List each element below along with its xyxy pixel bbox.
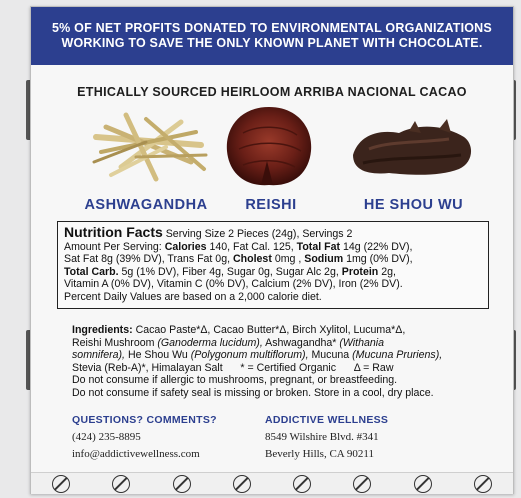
total-carb-value: 5g (1% DV), Fiber 4g, Sugar 0g, Sugar Alc 2g, xyxy=(121,265,339,278)
free-from-icons-row xyxy=(31,472,513,494)
ingredients-mucuna-latin: (Mucuna Pruriens), xyxy=(352,349,443,362)
cholest-value: 0mg , xyxy=(274,253,302,266)
ingredients-he-shou-wu: He Shou Wu xyxy=(127,349,188,362)
ingredients-block xyxy=(72,324,502,400)
package-back-panel xyxy=(30,6,514,494)
company-name: ADDICTIVE WELLNESS xyxy=(265,414,389,426)
he-shou-wu-root-image xyxy=(349,115,477,181)
ingredients-ashwagandha: Ashwagandha* xyxy=(265,336,337,349)
calories-label: Calories xyxy=(164,240,207,253)
contact-email: info@addictivewellness.com xyxy=(72,448,200,460)
warning-allergy: Do not consume if allergic to mushrooms, pregnant, or breastfeeding. xyxy=(72,374,398,387)
banner-line-1: 5% OF NET PROFITS DONATED TO ENVIRONMENTAL ORGANIZATIONS xyxy=(52,21,492,35)
company-address-1: 8549 Wilshire Blvd. #341 xyxy=(265,431,379,443)
herb-label-he-shou-wu: HE SHOU WU xyxy=(363,197,464,213)
warning-seal: Do not consume if safety seal is missing or broken. Store in a cool, dry place. xyxy=(72,386,434,399)
protein-label: Protein xyxy=(341,265,379,278)
calories-value: 140, Fat Cal. 125, xyxy=(209,240,294,253)
prohibited-icon xyxy=(293,475,311,493)
sodium-value: 1mg (0% DV), xyxy=(346,253,413,266)
sodium-label: Sodium xyxy=(304,253,344,266)
ingredients-mucuna: Mucuna xyxy=(311,349,350,362)
contact-phone: (424) 235-8895 xyxy=(72,431,141,443)
nutrition-facts-title: Nutrition Facts xyxy=(64,224,163,240)
contact-questions xyxy=(72,412,217,463)
ingredients-part-1: Cacao Paste*Δ, Cacao Butter*Δ, Birch Xylitol, Lucuma*Δ, xyxy=(135,324,406,336)
amount-per-serving: Amount Per Serving: xyxy=(64,240,162,253)
donation-banner xyxy=(31,7,513,65)
ingredients-label: Ingredients: xyxy=(72,324,133,336)
daily-values-note: Percent Daily Values are based on a 2,000 calorie diet. xyxy=(64,290,322,303)
ingredients-ashwagandha-latin-1: (Withania xyxy=(339,336,385,349)
prohibited-icon xyxy=(474,475,492,493)
cholest-label: Cholest xyxy=(233,253,272,266)
ingredients-ashwagandha-latin-2: somnifera), xyxy=(72,349,125,362)
banner-line-2: WORKING TO SAVE THE ONLY KNOWN PLANET WITH CHOCOLATE. xyxy=(61,36,483,50)
contact-questions-title: QUESTIONS? COMMENTS? xyxy=(72,414,217,426)
prohibited-icon xyxy=(112,475,130,493)
ingredients-part-6: Stevia (Reb-A)*, Himalayan Salt * = Certified Organic Δ = Raw xyxy=(72,361,394,374)
nutrition-serving: Serving Size 2 Pieces (24g), Servings 2 xyxy=(165,228,353,240)
ashwagandha-root-image xyxy=(86,107,211,187)
ingredients-reishi-latin: (Ganoderma lucidum), xyxy=(157,336,263,349)
contact-company xyxy=(265,412,388,463)
company-address-2: Beverly Hills, CA 90211 xyxy=(265,448,374,460)
prohibited-icon xyxy=(173,475,191,493)
prohibited-icon xyxy=(233,475,251,493)
protein-value: 2g, xyxy=(381,265,396,278)
total-carb-label: Total Carb. xyxy=(64,265,119,278)
sat-trans-fat: Sat Fat 8g (39% DV), Trans Fat 0g, xyxy=(64,253,231,266)
prohibited-icon xyxy=(414,475,432,493)
prohibited-icon xyxy=(52,475,70,493)
total-fat-label: Total Fat xyxy=(296,240,340,253)
reishi-mushroom-image xyxy=(223,103,315,189)
nutrition-facts-box xyxy=(57,221,489,309)
total-fat-value: 14g (22% DV), xyxy=(342,240,413,253)
prohibited-icon xyxy=(353,475,371,493)
cacao-subtitle: ETHICALLY SOURCED HEIRLOOM ARRIBA NACIONAL CACAO xyxy=(77,85,467,99)
herb-label-ashwagandha: ASHWAGANDHA xyxy=(84,197,208,213)
ingredients-he-shou-wu-latin: (Polygonum multiflorum), xyxy=(190,349,309,362)
ingredients-reishi: Reishi Mushroom xyxy=(72,336,155,349)
herb-label-reishi: REISHI xyxy=(245,197,297,213)
vitamins-line: Vitamin A (0% DV), Vitamin C (0% DV), Calcium (2% DV), Iron (2% DV). xyxy=(64,278,403,291)
